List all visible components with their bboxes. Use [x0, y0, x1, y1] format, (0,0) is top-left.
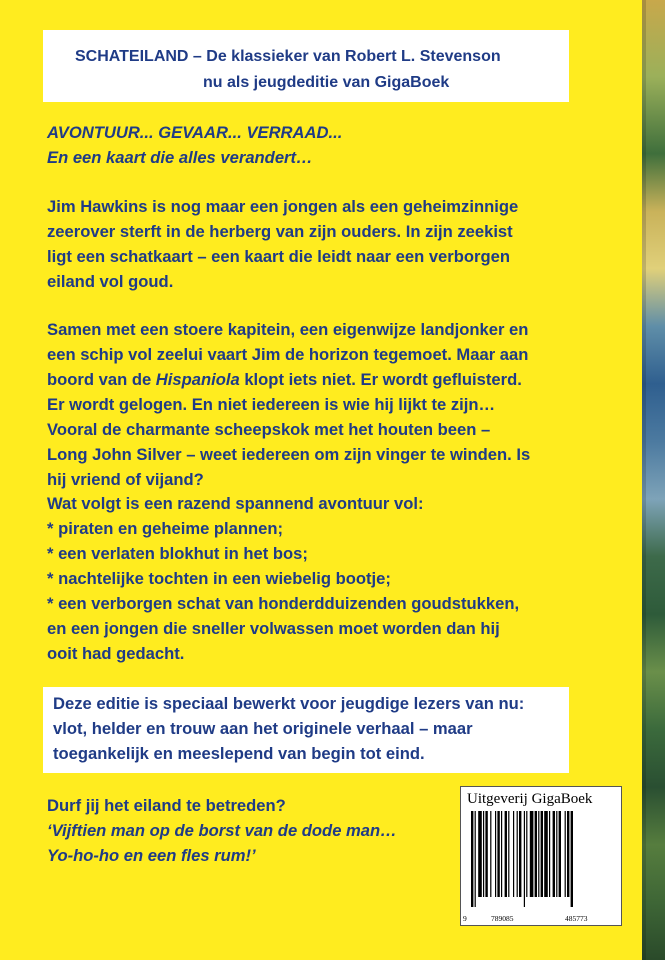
- barcode-bar: [485, 811, 487, 897]
- header-line-2: nu als jeugdeditie van GigaBoek: [203, 74, 450, 91]
- barcode-bar: [508, 811, 509, 897]
- barcode-digit: 9: [463, 914, 467, 923]
- text-span: klopt iets niet. Er wordt gefluisterd.: [239, 370, 522, 389]
- paragraph1-line: zeerover sterft in de herberg van zijn ouders. In zijn zeekist: [47, 222, 513, 241]
- bullet-item: * een verborgen schat van honderdduizenden goudstukken,: [47, 594, 520, 613]
- bullet-item: * een verlaten blokhut in het bos;: [47, 544, 308, 563]
- header-box: [43, 30, 569, 102]
- paragraph1-line: eiland vol goud.: [47, 272, 174, 291]
- barcode-bar: [538, 811, 539, 897]
- barcode-bar: [495, 811, 496, 897]
- barcode-bar: [513, 811, 514, 897]
- barcode-bar: [471, 811, 473, 907]
- paragraph2-line: Vooral de charmante scheepskok met het houten been –: [47, 420, 491, 439]
- spine-shadow: [642, 0, 646, 960]
- header-line-1: SCHATEILAND – De klassieker van Robert L. Stevenson: [75, 48, 501, 65]
- barcode-group-1: 789085: [491, 914, 514, 923]
- paragraph2-line: ooit had gedacht.: [47, 644, 185, 663]
- tagline-line-1: AVONTUUR... GEVAAR... VERRAAD...: [47, 123, 343, 142]
- barcode-bar: [519, 811, 521, 897]
- barcode-bar: [475, 811, 476, 907]
- barcode-box: [460, 786, 622, 926]
- barcode-bar: [490, 811, 491, 897]
- barcode-icon: [469, 811, 615, 907]
- barcode-bar: [478, 811, 482, 897]
- barcode-group-2: 485773: [565, 914, 588, 923]
- tagline-line-2: En een kaart die alles verandert…: [47, 148, 313, 167]
- barcode-bar: [544, 811, 548, 897]
- barcode-bar: [556, 811, 557, 897]
- edition-note-line: vlot, helder en trouw aan het originele verhaal – maar: [53, 719, 473, 738]
- edition-note-box: [43, 687, 569, 773]
- barcode-bar: [535, 811, 537, 897]
- barcode-bar: [553, 811, 555, 897]
- barcode-bar: [541, 811, 543, 897]
- publisher-label: Uitgeverij GigaBoek: [467, 791, 593, 807]
- edition-note-line: toegankelijk en meeslepend van begin tot eind.: [53, 744, 425, 763]
- paragraph2-line-ship: [47, 370, 522, 390]
- ship-name: Hispaniola: [155, 370, 240, 389]
- barcode-bar: [517, 811, 518, 897]
- barcode-bar: [505, 811, 507, 897]
- barcode-bar: [530, 811, 534, 897]
- bullet-item: * nachtelijke tochten in een wiebelig bootje;: [47, 569, 391, 588]
- barcode-bar: [565, 811, 566, 897]
- barcode-bar: [497, 811, 499, 897]
- paragraph1-line: ligt een schatkaart – een kaart die leidt naar een verborgen: [47, 247, 510, 266]
- barcode-bar: [501, 811, 502, 897]
- paragraph2-line: Er wordt gelogen. En niet iedereen is wie hij lijkt te zijn…: [47, 395, 496, 414]
- paragraph2-line: Wat volgt is een razend spannend avontuur vol:: [47, 494, 424, 513]
- closing-quote-2: Yo-ho-ho en een fles rum!’: [47, 846, 256, 865]
- paragraph2-line: een schip vol zeelui vaart Jim de horizon tegemoet. Maar aan: [47, 345, 529, 364]
- barcode-bar: [524, 811, 525, 907]
- paragraph2-line: hij vriend of vijand?: [47, 470, 204, 489]
- barcode-bar: [526, 811, 527, 897]
- barcode-bar: [571, 811, 573, 907]
- paragraph2-line: en een jongen die sneller volwassen moet worden dan hij: [47, 619, 500, 638]
- closing-question: Durf jij het eiland te betreden?: [47, 796, 286, 815]
- barcode-bar: [559, 811, 561, 897]
- paragraph1-line: Jim Hawkins is nog maar een jongen als een geheimzinnige: [47, 197, 519, 216]
- barcode-bar: [567, 811, 569, 897]
- closing-quote-1: ‘Vijftien man op de borst van de dode man…: [47, 821, 397, 840]
- barcode-bar: [483, 811, 484, 897]
- text-span: boord van de: [47, 370, 156, 389]
- paragraph2-line: Long John Silver – weet iedereen om zijn vinger te winden. Is: [47, 445, 531, 464]
- edition-note-line: Deze editie is speciaal bewerkt voor jeugdige lezers van nu:: [53, 694, 525, 713]
- bullet-item: * piraten en geheime plannen;: [47, 519, 284, 538]
- paragraph2-line: Samen met een stoere kapitein, een eigenwijze landjonker en: [47, 320, 529, 339]
- barcode-bar: [549, 811, 550, 897]
